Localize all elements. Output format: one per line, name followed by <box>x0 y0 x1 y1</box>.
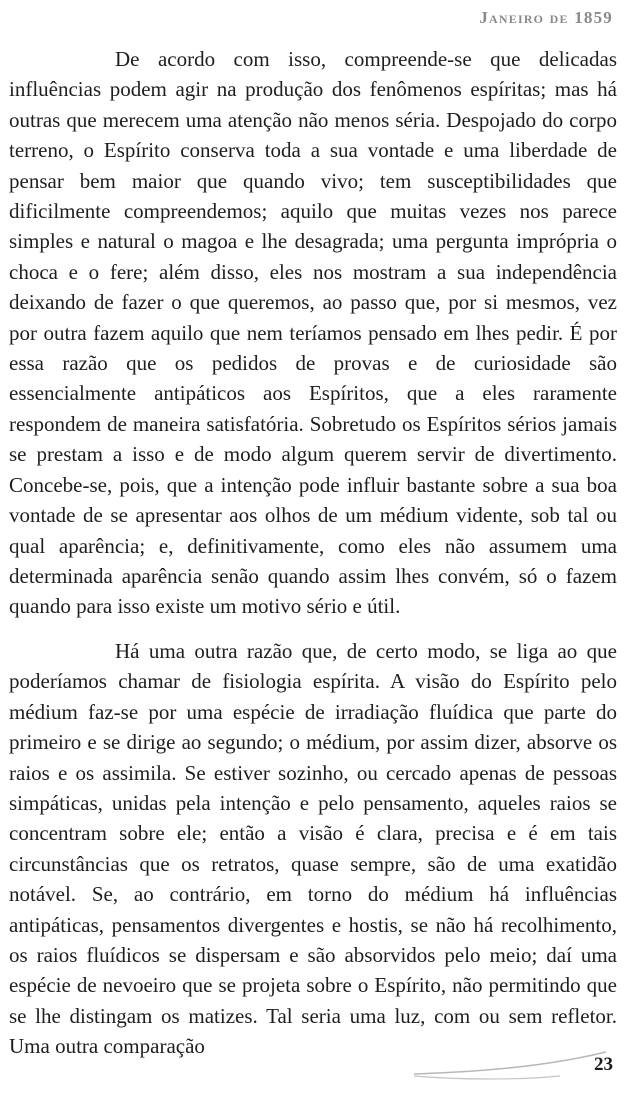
paragraph: De acordo com isso, compreende-se que delicadas influências podem agir na produção dos fenômenos espíritas; mas há outras que merecem uma atenção não menos séria. Despojado do corpo terreno, o Espírito conserva toda a sua vontade e uma liberdade de pensar bem maior que quando vivo; tem susceptibilidades que dificilmente compreendemos; aquilo que muitas vezes nos parece simples e natural o magoa e lhe desagrada; uma pergunta imprópria o choca e o fere; além disso, eles nos mostram a sua independência deixando de fazer o que queremos, ao passo que, por si mesmos, vez por outra fazem aquilo que nem teríamos pensado em lhes pedir. É por essa razão que os pedidos de provas e de curiosidade são essencialmente antipáticos aos Espíritos, que a eles raramente respondem de maneira satisfatória. Sobretudo os Espíritos sérios jamais se prestam a isso e de modo algum querem servir de divertimento. Concebe-se, pois, que a intenção pode influir bastante sobre a sua boa vontade de se apresentar aos olhos de um médium vidente, sob tal ou qual aparência; e, definitivamente, como eles não assumem uma determinada aparência senão quando assim lhes convém, só o fazem quando para isso existe um motivo sério e útil. <box>9 47 617 619</box>
page-number: 23 <box>594 1054 613 1075</box>
swoosh-ornament-icon <box>410 1050 610 1086</box>
running-title: Janeiro de 1859 <box>479 8 613 27</box>
paragraph: Há uma outra razão que, de certo modo, se liga ao que poderíamos chamar de fisiologia espírita. A visão do Espírito pelo médium faz-se por uma espécie de irradiação fluídica que parte do primeiro e se dirige ao segundo; o médium, por assim dizer, absorve os raios e os assimila. Se estiver sozinho, ou cercado apenas de pessoas simpáticas, unidas pela intenção e pelo pensamento, aqueles raios se concentram sobre ele; então a visão é clara, precisa e é em tais circunstâncias que os retratos, quase sempre, são de uma exatidão notável. Se, ao contrário, em torno do médium há influências antipáticas, pensamentos divergentes e hostis, se não há recolhimento, os raios fluídicos se dispersam e são absorvidos pelo meio; daí uma espécie de nevoeiro que se projeta sobre o Espírito, não permitindo que se lhe distingam os matizes. Tal seria uma luz, com ou sem refletor. Uma outra comparação <box>9 639 617 1059</box>
